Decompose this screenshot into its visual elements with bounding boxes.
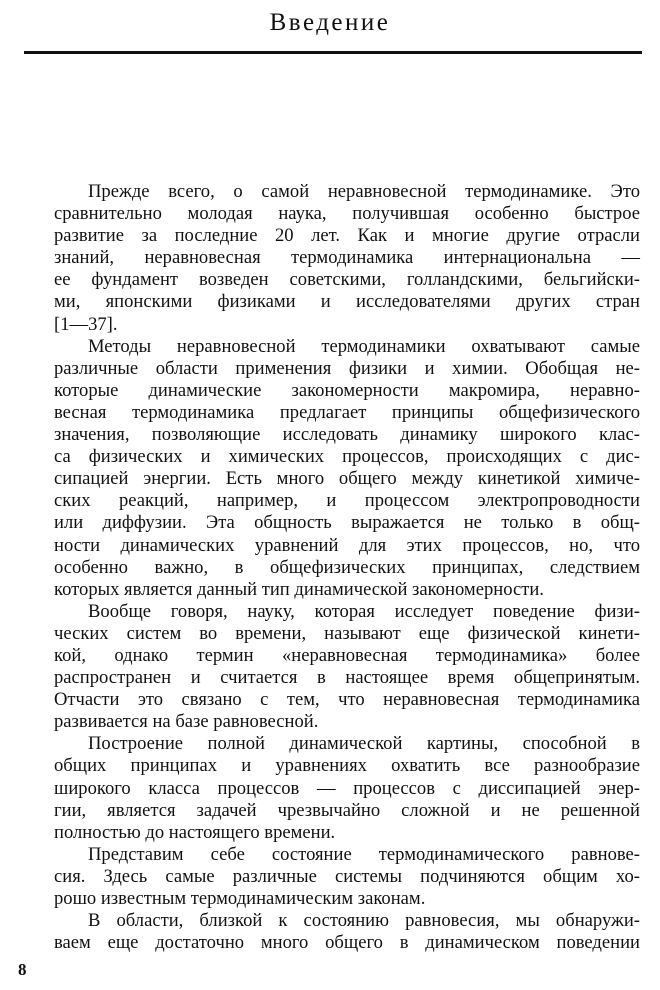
paragraph-3	[18, 601, 640, 734]
text-line: которые динамические закономерности макромира, неравно-	[54, 379, 640, 401]
text-line: Представим себе состояние термодинамического равнове-	[88, 843, 640, 865]
paragraph-1	[18, 181, 640, 336]
text-line: са физических и химических процессов, происходящих с дис-	[54, 446, 640, 468]
text-line: распространен и считается в настоящее время общепринятым.	[54, 667, 640, 689]
text-line: широкого класса процессов — процессов с диссипацией энер-	[54, 777, 640, 799]
text-line: общих принципах и уравнениях охватить все разнообразие	[54, 755, 640, 777]
text-line: которых является данный тип динамической закономерности.	[54, 578, 544, 600]
body-text	[18, 181, 640, 954]
text-line: различные области применения физики и химии. Обобщая не-	[54, 357, 640, 379]
text-line: ее фундамент возведен советскими, голландскими, бельгийски-	[54, 269, 640, 291]
text-line: Отчасти это связано с тем, что неравновесная термодинамика	[54, 689, 640, 711]
text-line: значения, позволяющие исследовать динамику широкого клас-	[54, 424, 640, 446]
text-line: ми, японскими физиками и исследователями других стран	[54, 291, 640, 313]
text-line: ности динамических уравнений для этих процессов, но, что	[54, 534, 640, 556]
paragraph-5	[18, 844, 640, 910]
text-line: Вообще говоря, науку, которая исследует поведение физи-	[88, 600, 640, 622]
text-line: развитие за последние 20 лет. Как и многие другие отрасли	[54, 225, 640, 247]
text-line: кой, однако термин «неравновесная термодинамика» более	[54, 644, 640, 666]
paragraph-6	[18, 910, 640, 954]
paragraph-2	[18, 336, 640, 601]
text-line: особенно важно, в общефизических принципах, следствием	[54, 556, 640, 578]
text-line: сия. Здесь самые различные системы подчиняются общим хо-	[54, 865, 640, 887]
title-rule	[24, 51, 642, 54]
text-line: Прежде всего, о самой неравновесной термодинамике. Это	[88, 181, 640, 202]
text-line: гии, является задачей чрезвычайно сложной и не решенной	[54, 799, 640, 821]
text-line: развивается на базе равновесной.	[54, 711, 319, 733]
chapter-title: Введение	[269, 9, 391, 36]
text-line: ваем еще достаточно много общего в динамическом поведении	[54, 932, 640, 954]
text-line: [1—37].	[54, 313, 118, 335]
text-line: сипацией энергии. Есть много общего между кинетикой химиче-	[54, 468, 640, 490]
page-number: 8	[18, 960, 27, 979]
text-line: весная термодинамика предлагает принципы общефизического	[54, 401, 640, 423]
text-line: или диффузии. Эта общность выражается не только в общ-	[54, 512, 640, 534]
text-line: В области, близкой к состоянию равновесия, мы обнаружи-	[88, 910, 640, 932]
text-line: полностью до настоящего времени.	[54, 821, 336, 843]
text-line: знаний, неравновесная термодинамика интернациональна —	[54, 247, 640, 269]
text-line: рошо известным термодинамическим законам.	[54, 888, 426, 909]
text-line: ских реакций, например, и процессом электропроводности	[54, 490, 640, 512]
text-line: ческих систем во времени, называют еще физической кинети-	[54, 622, 640, 644]
paragraph-4	[18, 733, 640, 843]
text-line: сравнительно молодая наука, получившая особенно быстрое	[54, 203, 640, 225]
text-line: Построение полной динамической картины, способной в	[88, 733, 640, 755]
text-line: Методы неравновесной термодинамики охватывают самые	[88, 335, 640, 357]
